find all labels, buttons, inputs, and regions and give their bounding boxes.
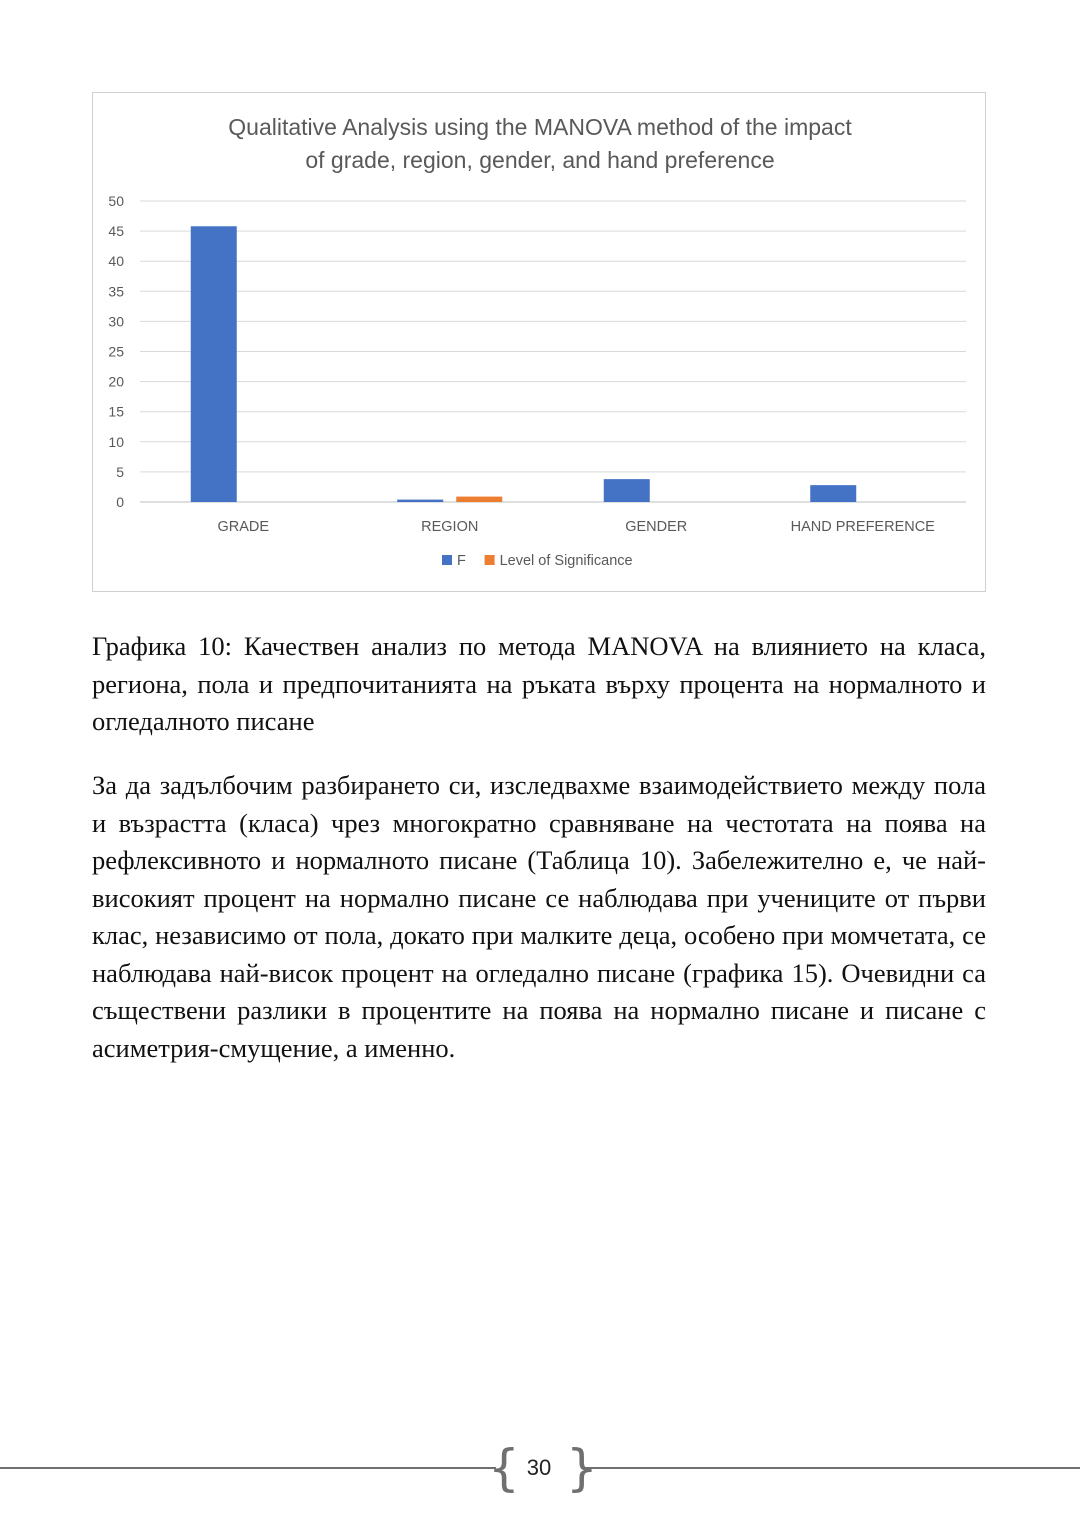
manova-bar-chart — [93, 93, 987, 593]
right-brace-icon: } — [566, 1439, 598, 1497]
x-category-label: HAND PREFERENCE — [790, 519, 935, 535]
footer-rule-left — [0, 1467, 496, 1469]
y-tick-label: 50 — [108, 193, 124, 209]
y-tick-label: 35 — [108, 283, 124, 300]
y-tick-label: 15 — [108, 403, 124, 420]
chart-title: of grade, region, gender, and hand preference — [305, 147, 775, 173]
y-tick-label: 30 — [108, 313, 124, 330]
y-tick-label: 5 — [116, 463, 124, 480]
y-tick-label: 40 — [108, 253, 124, 270]
legend-swatch — [442, 555, 452, 565]
y-tick-label: 20 — [108, 373, 124, 390]
x-category-label: REGION — [421, 519, 479, 535]
figure-caption: Графика 10: Качествен анализ по метода MANOVA на влиянието на класа, региона, пола и предпочитанията на ръката върху процента на нормалното и огледалното писане — [92, 631, 986, 736]
bar-f — [810, 485, 856, 502]
body-paragraph: За да задълбочим разбирането си, изследвахме взаимодействието между пола и възрастта (класа) чрез многократно сравняване на честотата на поява на рефлексивното и нормалното писане (Таблица 10). Забележително е, че най-високият процент на нормално писане се наблюдава при учениците от първи клас, независимо от пола, докато при малките деца, особено при момчетата, се наблюдава най-висок процент на огледално писане (графика 15). Очевидни са съществени разлики в процентите на поява на нормално писане и писане с асиметрия-смущение, а именно. — [92, 770, 986, 1063]
y-tick-label: 25 — [108, 343, 124, 360]
legend-swatch — [485, 555, 495, 565]
chart-frame — [92, 92, 986, 592]
bar-f — [604, 479, 650, 502]
left-brace-icon: { — [488, 1439, 520, 1497]
bar-f — [191, 226, 237, 502]
bar-level-of-significance — [456, 497, 502, 502]
y-tick-label: 10 — [108, 433, 124, 450]
legend-label: F — [457, 553, 466, 569]
page-number: 30 — [526, 1455, 552, 1480]
y-tick-label: 0 — [116, 494, 124, 510]
legend-label: Level of Significance — [499, 553, 633, 569]
bar-f — [397, 500, 443, 502]
chart-title: Qualitative Analysis using the MANOVA method of the impact — [228, 114, 852, 140]
x-category-label: GRADE — [217, 519, 270, 535]
x-category-label: GENDER — [625, 519, 688, 535]
y-tick-label: 45 — [108, 223, 124, 240]
footer-rule-right — [582, 1467, 1080, 1469]
